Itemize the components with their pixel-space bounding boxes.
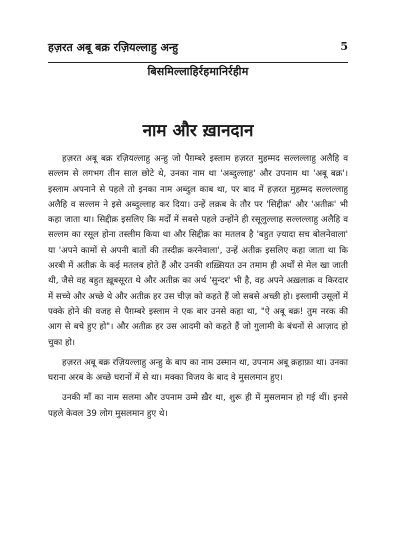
body-text	[48, 152, 348, 427]
page-number: 5	[340, 40, 348, 53]
paragraph: हज़रत अबू बक्र रज़ियल्लाहु अन्हु जो पैग़म्बरे इस्लाम हज़रत मुहम्मद सल्लल्लाहु अलैहि व सल्लम से लगभग तीन साल छोटे थे, उनका नाम था 'अब्दुल्लाह' और उपनाम था 'अबू बक्र'। इस्लाम अपनाने से पहले तो इनका नाम अब्दुल काब था, पर बाद में हज़रत मुहम्मद सल्लल्लाहु अलैहि व सल्लम ने इसे अब्दुल्लाह कर दिया। उन्हें लक़ब के तौर पर 'सिद्दीक़' और 'अतीक़' भी कहा जाता था। सिद्दीक़ इसलिए कि मर्दों में सबसे पहले उन्होंने ही रसूलुल्लाह सल्लल्लाहु अलैहि व सल्लम का रसूल होना तस्लीम किया था और सिद्दीक़ का मतलब है 'बहुत ज़्यादा सच बोलनेवाला' या 'अपने कामों से अपनी बातों की तस्दीक़ करनेवाला', उन्हें अतीक़ इसलिए कहा जाता था कि अरबी में अतीक़ के कई मतलब होते हैं और उनकी शख़्सियत उन तमाम ही अर्थों से मेल खा जाती थी, जैसे वह बहुत ख़ूबसूरत थे और अतीक़ का अर्थ 'सुन्दर' भी है, वह अपने अख़लाक़ व किरदार में सच्चे और अच्छे थे और अतीक़ हर उस चीज़ को कहते हैं जो सबसे अच्छी हो। इस्लामी उसूलों में पक्के होने की वजह से पैग़म्बरे इस्लाम ने एक बार उनसे कहा था, "ऐ अबू बक्र! तुम नरक की आग से बचे हुए हो"। और अतीक़ हर उस आदमी को कहते हैं जो गुलामी के बंधनों से आज़ाद हो चुका हो।	[48, 154, 348, 348]
header-title: हज़रत अबू बक्र रज़ियल्लाहु अन्हु	[48, 41, 179, 54]
paragraph: उनकी माँ का नाम सलमा और उपनाम उम्मे ख़ैर था, शुरू ही में मुसलमान हो गई थीं। इनसे पहले केवल 39 लोग मुसलमान हुए थे।	[48, 393, 348, 419]
chapter-heading: नाम और ख़ानदान	[142, 121, 254, 141]
paragraph: हज़रत अबू बक्र रज़ियल्लाहु अन्हु के बाप का नाम उस्मान था, उपनाम अबू क़हाफ़ा था। उनका घराना अरब के अच्छे घरानों में से था। मक्का विजय के बाद वे मुसलमान हुए।	[48, 357, 348, 384]
running-header	[48, 36, 348, 63]
bismillah-line: बिसमिल्लाहिर्रहमानिर्रहीम	[147, 65, 249, 78]
